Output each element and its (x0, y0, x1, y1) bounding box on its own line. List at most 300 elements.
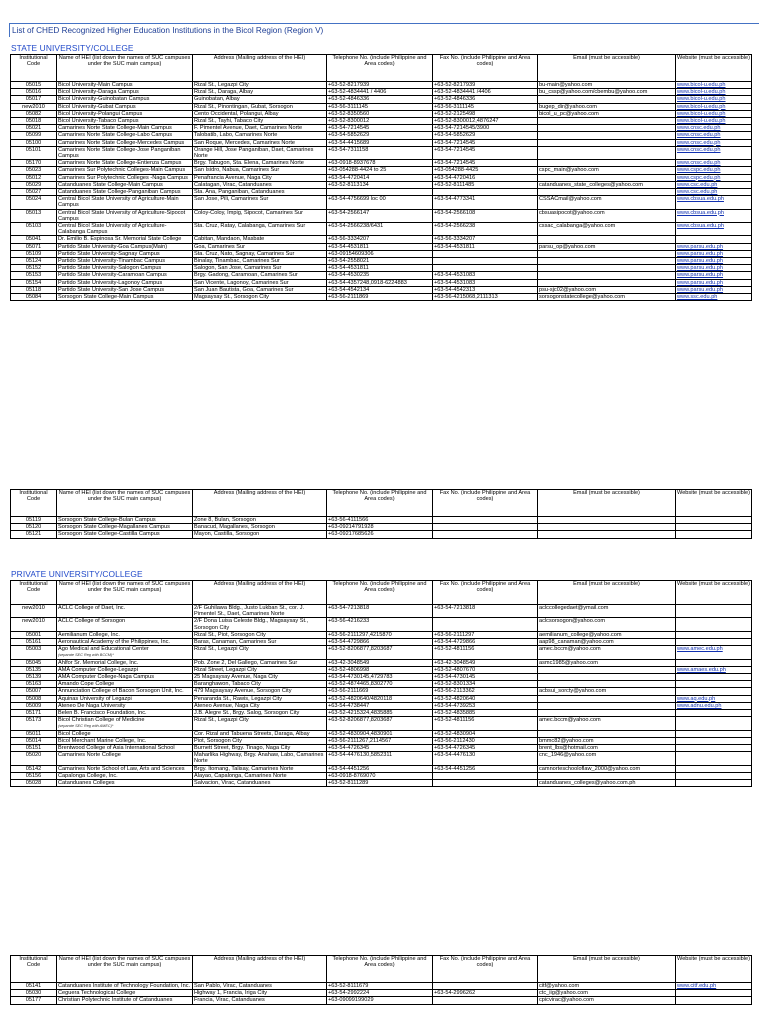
table-row (11, 118, 752, 125)
table-row (11, 517, 752, 524)
cell-web (676, 524, 752, 531)
cell-web (676, 605, 752, 618)
cell-tel: +63-56-2111267,2114567 (327, 737, 433, 744)
cell-email[interactable]: aap98_canaman@yahoo.com (538, 639, 676, 646)
table-row (11, 103, 752, 110)
cell-web[interactable]: www.cspc.edu.ph (676, 167, 752, 174)
cell-fax: +63-52-8111485 (433, 181, 538, 188)
table-row (11, 702, 752, 709)
cell-code: 05041 (11, 236, 57, 243)
suc-table-body-2 (11, 517, 752, 539)
cell-tel: +63-56-4111566 (327, 517, 433, 524)
table-row (11, 772, 752, 779)
cell-code: 05012 (11, 174, 57, 181)
cell-code: 05003 (11, 646, 57, 659)
cell-name: Partido State University-Lagonoy Campus (57, 279, 193, 286)
cell-web[interactable]: www.parsu.edu.ph (676, 258, 752, 265)
cell-tel: +63-52-4215324,4835885 (327, 710, 433, 717)
cell-code: 05013 (11, 209, 57, 222)
cell-tel: +63-54-4476130,5852311 (327, 752, 433, 765)
cell-web[interactable]: www.parsu.edu.ph (676, 286, 752, 293)
cell-email (538, 666, 676, 673)
cell-web[interactable]: www.bicol-u.edu.ph (676, 89, 752, 96)
cell-address: San Pablo, Virac, Catanduanes (193, 983, 327, 990)
cell-fax (433, 780, 538, 787)
table-row (11, 780, 752, 787)
cell-email (538, 531, 676, 538)
cell-fax: +63-54-7214545/3900 (433, 125, 538, 132)
table-row (11, 258, 752, 265)
table-row (11, 160, 752, 167)
cell-address: Alayao, Capalonga, Camarines Norte (193, 772, 327, 779)
cell-web[interactable]: www.cnsc.edu.ph (676, 146, 752, 159)
cell-web (676, 997, 752, 1004)
cell-fax (433, 531, 538, 538)
cell-web (676, 674, 752, 681)
cell-email (538, 132, 676, 139)
table-row (11, 765, 752, 772)
cell-tel: +63-52-8217939 (327, 82, 433, 89)
cell-web (676, 618, 752, 631)
cell-name: Catanduanes State College-Panganiban Campus (57, 189, 193, 196)
cell-tel: +63-54-2566147 (327, 209, 433, 222)
cell-code: 05170 (11, 160, 57, 167)
cell-tel (327, 189, 433, 196)
cell-address: Salvacion, Virac, Catanduanes (193, 780, 327, 787)
cell-code: 05135 (11, 666, 57, 673)
hei-note: (separate SEC Reg with AMEC)* (58, 724, 114, 729)
cell-name: Partido State University-Salogon Campus (57, 265, 193, 272)
cell-fax: +63-54-4730145 (433, 674, 538, 681)
cell-web[interactable]: www.cnsc.edu.ph (676, 132, 752, 139)
cell-address: Salogon, San Jose, Camarines Sur (193, 265, 327, 272)
cell-email[interactable]: bugep_dir@yahoo.com (538, 103, 676, 110)
cell-code: 05120 (11, 524, 57, 531)
cell-fax: +63-42-3048549 (433, 659, 538, 666)
col-header-name: Name of HEI (list down the names of SUC campuses under the SUC main campus) (57, 581, 193, 605)
cell-email[interactable]: cnc_1946@yahoo.com (538, 752, 676, 765)
cell-web[interactable]: www.cnsc.edu.ph (676, 160, 752, 167)
cell-name: Partido State University-San Jose Campus (57, 286, 193, 293)
cell-web[interactable]: www.bicol-u.edu.ph (676, 118, 752, 125)
cell-fax: +63-52-4807670 (433, 666, 538, 673)
cell-address: 479 Magsaysay Avenue, Sorsogon City (193, 688, 327, 695)
cell-fax: +63-52-4846336 (433, 96, 538, 103)
col-header-web: Website (must be accessible) (676, 55, 752, 82)
cell-code: 05017 (11, 96, 57, 103)
cell-tel: +63-56-3111145 (327, 103, 433, 110)
cell-tel: +63-56-2111869 (327, 294, 433, 301)
table-row (11, 110, 752, 117)
table-row (11, 695, 752, 702)
cell-web (676, 765, 752, 772)
cell-email (538, 681, 676, 688)
cell-code: 05015 (11, 82, 57, 89)
table-header-row (11, 956, 752, 983)
cell-code: 05118 (11, 286, 57, 293)
cell-fax (433, 618, 538, 631)
cell-code: new2010 (11, 605, 57, 618)
cell-fax (433, 258, 538, 265)
table-row (11, 89, 752, 96)
cell-web[interactable]: www.parsu.edu.ph (676, 250, 752, 257)
cell-address: Brgy. Tabugon, Sta. Elena, Camarines Norte (193, 160, 327, 167)
cell-tel: +63-54-4357248,0918-6224883 (327, 279, 433, 286)
table-row (11, 209, 752, 222)
cell-tel: +63-54-4726345 (327, 745, 433, 752)
col-header-fax: Fax No. (include Philippine and Area codes) (433, 55, 538, 82)
cell-email (538, 139, 676, 146)
cell-address: San Vicente, Lagonoy, Camarines Sur (193, 279, 327, 286)
table-row (11, 132, 752, 139)
suc-table-body (11, 82, 752, 301)
cell-address: Sta. Cruz, Ratay, Calabanga, Camarines Sur (193, 223, 327, 236)
cell-web (676, 752, 752, 765)
cell-address: Pob. Zone 2, Del Gallego, Camarines Sur (193, 659, 327, 666)
cell-tel: +63-52-8111679 (327, 983, 433, 990)
cell-tel: +63-52-8111289 (327, 780, 433, 787)
col-header-tel: Telephone No. (include Philippine and Area codes) (327, 581, 433, 605)
cell-name: Sorsogon State College-Magallanes Campus (57, 524, 193, 531)
table-row (11, 666, 752, 673)
cell-web[interactable]: www.cspc.edu.ph (676, 174, 752, 181)
cell-name: Camarines Norte State College-Main Campus (57, 125, 193, 132)
cell-email[interactable]: cbsuasipocot@yahoo.com (538, 209, 676, 222)
col-header-fax: Fax No. (include Philippine and Area codes) (433, 581, 538, 605)
cell-web[interactable]: www.ssc.edu.ph (676, 294, 752, 301)
cell-code: 05156 (11, 772, 57, 779)
cell-code: 05119 (11, 517, 57, 524)
cell-web (676, 631, 752, 638)
table-row (11, 745, 752, 752)
cell-email (538, 272, 676, 279)
cell-web[interactable]: www.parsu.edu.ph (676, 265, 752, 272)
cell-address: Ateneo Avenue, Naga City (193, 702, 327, 709)
cell-tel: +63-52-8206877,8203687 (327, 717, 433, 730)
cell-name: Bicol College (57, 730, 193, 737)
cell-code: 05020 (11, 752, 57, 765)
cell-tel: +63-54-4756699 loc 00 (327, 196, 433, 209)
cell-code: 05154 (11, 279, 57, 286)
private-table-continued (10, 955, 752, 1005)
cell-email (538, 146, 676, 159)
cell-email[interactable]: aclccollegedaet@ymail.com (538, 605, 676, 618)
cell-email[interactable]: parsu_op@yahoo.com (538, 243, 676, 250)
table-row (11, 146, 752, 159)
col-header-web: Website (must be accessible) (676, 490, 752, 517)
table-row (11, 125, 752, 132)
cell-tel: +63-54-2558021 (327, 258, 433, 265)
cell-email[interactable]: cpicvirac@yahoo.com (538, 997, 676, 1004)
cell-email[interactable]: amec.bccm@yahoo.com (538, 717, 676, 730)
cell-email[interactable]: acbsui_sorcty@yahoo.com (538, 688, 676, 695)
cell-email (538, 730, 676, 737)
cell-name: ACLC College of Sorsogon (57, 618, 193, 631)
cell-web (676, 681, 752, 688)
cell-code: 05142 (11, 765, 57, 772)
cell-web[interactable]: www.parsu.edu.ph (676, 243, 752, 250)
hei-note: (separate SEC Reg with BCCM)* (58, 653, 114, 658)
cell-address: Mayon, Castilla, Sorsogon (193, 531, 327, 538)
cell-fax: +63-52-8217939 (433, 82, 538, 89)
cell-code: 05007 (11, 688, 57, 695)
cell-name: Camarines Sur Polytechnic Colleges -Naga Campus (57, 174, 193, 181)
cell-name: Partido State University-Tinambac Campus (57, 258, 193, 265)
cell-email (538, 250, 676, 257)
cell-fax (433, 983, 538, 990)
cell-code: 05028 (11, 780, 57, 787)
cell-tel: +63-54-2566238/6431 (327, 223, 433, 236)
cell-web[interactable]: www.bicol-u.edu.ph (676, 110, 752, 117)
cell-name: Bicol Merchant Marine College, Inc. (57, 737, 193, 744)
cell-code: 05084 (11, 294, 57, 301)
cell-web[interactable]: www.parsu.edu.ph (676, 272, 752, 279)
cell-web (676, 772, 752, 779)
cell-name: Ateneo De Naga University (57, 702, 193, 709)
cell-web (676, 517, 752, 524)
col-header-email: Email (must be accessible) (538, 956, 676, 983)
private-table (10, 580, 752, 787)
cell-address: 25 Magsaysay Avenue, Naga City (193, 674, 327, 681)
cell-fax: +63-52-4830904 (433, 730, 538, 737)
cell-email[interactable]: sorsogonstatecollege@yahoo.com (538, 294, 676, 301)
cell-email[interactable]: citf@yahoo.com (538, 983, 676, 990)
cell-tel: +63-56-2111297,4215870 (327, 631, 433, 638)
cell-email[interactable]: amec.bccm@yahoo.com (538, 646, 676, 659)
cell-tel: +63-54-7213818 (327, 605, 433, 618)
cell-email[interactable]: CSSACmail@yahoo.com (538, 196, 676, 209)
cell-fax: +63-52-4834441 /4406 (433, 89, 538, 96)
cell-code: 05016 (11, 89, 57, 96)
table-row (11, 272, 752, 279)
cell-name: Partido State University-Goa Campus(Main) (57, 243, 193, 250)
table-row (11, 236, 752, 243)
table-row (11, 82, 752, 89)
cell-tel: +63-54-7311158 (327, 146, 433, 159)
cell-code: 05024 (11, 196, 57, 209)
cell-code: 05153 (11, 272, 57, 279)
cell-name: Amando Cope College (57, 681, 193, 688)
cell-tel: +63-0918-8769070 (327, 772, 433, 779)
cell-address: 2/F Guhilawa Bldg., Justo Lukban St., cor. J. Pimentel St., Daet, Camarines Norte (193, 605, 327, 618)
cell-address: 2/F Dona Luisa Celeste Bldg., Magsaysay St., Sorsogon City (193, 618, 327, 631)
cell-fax: +63-54-7214545 (433, 139, 538, 146)
cell-web (676, 745, 752, 752)
cell-web[interactable]: www.bicol-u.edu.ph (676, 103, 752, 110)
cell-code: 05029 (11, 181, 57, 188)
cell-email[interactable]: cssac_calabanga@yahoo.com (538, 223, 676, 236)
table-row (11, 737, 752, 744)
cell-web (676, 639, 752, 646)
cell-code: 05045 (11, 659, 57, 666)
cell-name: Bicol University-Tabaco Campus (57, 118, 193, 125)
cell-address: Brgy. Gadong, Caramoan, Camarines Sur (193, 272, 327, 279)
cell-fax: +63-54-4729866 (433, 639, 538, 646)
cell-address: Calatagan, Virac, Catanduanes (193, 181, 327, 188)
col-header-address: Address (Mailing address of the HEI) (193, 956, 327, 983)
cell-tel: +63-52-4830904,4830901 (327, 730, 433, 737)
cell-email[interactable]: bu_cssp@yahoo.com/cbembu@yahoo.com (538, 89, 676, 96)
cell-fax: +63-56-3334207 (433, 236, 538, 243)
cell-name: Bicol Christian College of Medicine (separate SEC Reg with AMEC)* (57, 717, 193, 730)
table-row (11, 223, 752, 236)
cell-fax: +63-52-4820640 (433, 695, 538, 702)
cell-email (538, 710, 676, 717)
cell-address: San Jose, Pili, Camarines Sur (193, 196, 327, 209)
cell-email[interactable]: aclcsorsogon@yahoo.com (538, 618, 676, 631)
cell-fax (433, 517, 538, 524)
cell-web[interactable]: www.csc.edu.ph (676, 181, 752, 188)
cell-name: Sorsogon State College-Bulan Campus (57, 517, 193, 524)
cell-tel: +63-54-7214545 (327, 125, 433, 132)
table-row (11, 96, 752, 103)
cell-email (538, 125, 676, 132)
cell-tel: +63-56-3334207 (327, 236, 433, 243)
table-row (11, 730, 752, 737)
cell-tel: +63-52-4874465,8302770 (327, 681, 433, 688)
cell-fax: +63-56-2111297 (433, 631, 538, 638)
cell-tel: +63-09154609306 (327, 250, 433, 257)
cell-email (538, 695, 676, 702)
cell-email[interactable]: brent_lbs@hotmail.com (538, 745, 676, 752)
cell-code: 05171 (11, 710, 57, 717)
cell-web (676, 531, 752, 538)
col-header-email: Email (must be accessible) (538, 55, 676, 82)
cell-code: 05014 (11, 737, 57, 744)
cell-address: Maharlika Highway, Brgy. Anahaw, Labo, Camarines Norte (193, 752, 327, 765)
cell-web[interactable]: www.cbsua.edu.ph (676, 196, 752, 209)
cell-email[interactable]: bmmc82@yahoo.com (538, 737, 676, 744)
cell-email (538, 702, 676, 709)
cell-email[interactable]: psu-sjc02@yahoo.com (538, 286, 676, 293)
private-table-body (11, 605, 752, 787)
cell-fax: +63-54-4739253 (433, 702, 538, 709)
cell-tel: +63-52-8113134 (327, 181, 433, 188)
cell-web[interactable]: www.adnu.edu.ph (676, 702, 752, 709)
cell-tel: +63-52-4806998 (327, 666, 433, 673)
table-row (11, 639, 752, 646)
table-row (11, 250, 752, 257)
cell-name: Bicol University-Guinobatan Campus (57, 96, 193, 103)
cell-name: Christian Polytechnic Institute of Catanduanes (57, 997, 193, 1004)
cell-email[interactable]: aemilianum_college@yahoo.com (538, 631, 676, 638)
cell-email[interactable]: cspc_main@yahoo.com (538, 167, 676, 174)
table-row (11, 688, 752, 695)
cell-name: Capalonga College, Inc. (57, 772, 193, 779)
cell-address: Brgy. Itomang, Talisay, Camarines Norte (193, 765, 327, 772)
cell-tel: +63-54-4415689 (327, 139, 433, 146)
cell-address: Rizal St., Tayhi, Tabaco City (193, 118, 327, 125)
cell-name: Aeronautical Academy of the Philippines, Inc. (57, 639, 193, 646)
col-header-address: Address (Mailing address of the HEI) (193, 55, 327, 82)
cell-name: Camarines Sur Polytechnic Colleges-Main Campus (57, 167, 193, 174)
table-row (11, 752, 752, 765)
cell-email[interactable]: catanduanes_state_colleges@yahoo.com (538, 181, 676, 188)
cell-fax: +63-56-3111145 (433, 103, 538, 110)
cell-web[interactable]: www.cbsua.edu.ph (676, 223, 752, 236)
cell-web[interactable]: www.cnsc.edu.ph (676, 125, 752, 132)
cell-web[interactable]: www.amaes.edu.ph (676, 666, 752, 673)
cell-name: Aemilianum College, Inc. (57, 631, 193, 638)
cell-address: Goa, Camarines Sur (193, 243, 327, 250)
col-header-web: Website (must be accessible) (676, 581, 752, 605)
cell-fax (433, 997, 538, 1004)
cell-code: 05001 (11, 631, 57, 638)
cell-web[interactable]: www.bicol-u.edu.ph (676, 82, 752, 89)
cell-code: 05101 (11, 146, 57, 159)
col-header-address: Address (Mailing address of the HEI) (193, 490, 327, 517)
cell-fax (433, 189, 538, 196)
cell-address: Rizal St., Pinontingan, Gubat, Sorsogon (193, 103, 327, 110)
col-header-code: Institutional Code (11, 55, 57, 82)
cell-address: Cor. Rizal and Tabuena Streets, Daraga, Albay (193, 730, 327, 737)
cell-web[interactable]: www.parsu.edu.ph (676, 279, 752, 286)
cell-name: Sorsogon State College-Main Campus (57, 294, 193, 301)
cell-fax: +63-54-4542313 (433, 286, 538, 293)
cell-tel: +63-54-4729866 (327, 639, 433, 646)
cell-code: 05082 (11, 110, 57, 117)
cell-tel: +63-56-2111669 (327, 688, 433, 695)
cell-code: 05099 (11, 132, 57, 139)
cell-fax: +63-56-2113362 (433, 688, 538, 695)
cell-name: Central Bicol State University of Agriculture-Sipocot Campus (57, 209, 193, 222)
cell-tel: +63-54-4530235 (327, 272, 433, 279)
cell-tel: +63-54-4730145,4729783 (327, 674, 433, 681)
cell-web[interactable]: www.citf.edu.ph (676, 983, 752, 990)
cell-email[interactable]: bicol_u_pc@yahoo.com (538, 110, 676, 117)
cell-email[interactable]: catanduanes_colleges@yahoo.com.ph (538, 780, 676, 787)
cell-tel: +63-54-4531811 (327, 265, 433, 272)
cell-name: AMA Computer College-Legazpi (57, 666, 193, 673)
cell-email (538, 189, 676, 196)
cell-tel: +63-54-4531811 (327, 243, 433, 250)
cell-code: 05030 (11, 990, 57, 997)
col-header-name: Name of HEI (list down the names of SUC campuses under the SUC main campus) (57, 956, 193, 983)
cell-web[interactable]: www.cbsua.edu.ph (676, 209, 752, 222)
cell-address: Baras, Canaman, Camarines Sur (193, 639, 327, 646)
col-header-fax: Fax No. (include Philippine and Area codes) (433, 490, 538, 517)
col-header-code: Institutional Code (11, 956, 57, 983)
cell-name: Annunciation College of Bacon Sorsogon Unit, Inc. (57, 688, 193, 695)
cell-fax: +63-54-4531083 (433, 279, 538, 286)
cell-fax: +63-54-7214545 (433, 160, 538, 167)
cell-web[interactable]: www.cnsc.edu.ph (676, 139, 752, 146)
cell-web[interactable]: www.bicol-u.edu.ph (676, 96, 752, 103)
cell-web (676, 688, 752, 695)
table-row (11, 990, 752, 997)
cell-web[interactable]: www.csc.edu.ph (676, 189, 752, 196)
cell-tel: +63-52-4846336 (327, 96, 433, 103)
cell-email[interactable]: asmc1985@yahoo.com (538, 659, 676, 666)
cell-address: Talobatib, Labo, Camarines Norte (193, 132, 327, 139)
cell-tel: +63-52-4834441 / 4406 (327, 89, 433, 96)
cell-web[interactable]: www.aq.edu.ph (676, 695, 752, 702)
cell-fax: +63-52-2125498 (433, 110, 538, 117)
cell-name: Brentwood College of Asia International School (57, 745, 193, 752)
cell-name: ACLC College of Daet, Inc. (57, 605, 193, 618)
cell-fax: +63-56-4215068,2111313 (433, 294, 538, 301)
cell-address: Cento Occidental, Polangui, Albay (193, 110, 327, 117)
cell-email[interactable]: bu-main@yahoo.com (538, 82, 676, 89)
cell-web (676, 737, 752, 744)
cell-email[interactable]: camnorteschooloflaw_2000@yahoo.com (538, 765, 676, 772)
cell-email[interactable]: ctc_iig@yahoo.com (538, 990, 676, 997)
cell-fax (433, 524, 538, 531)
cell-web[interactable]: www.amec.edu.ph (676, 646, 752, 659)
cell-tel: +63-42-3048549 (327, 659, 433, 666)
cell-code: 05018 (11, 118, 57, 125)
cell-fax (433, 772, 538, 779)
